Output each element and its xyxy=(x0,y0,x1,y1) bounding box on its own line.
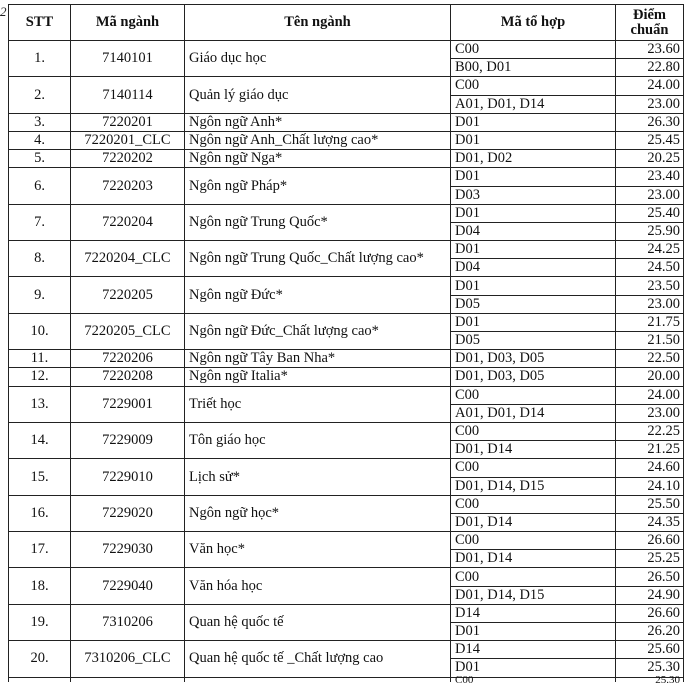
score-cell: 23.00 xyxy=(616,95,684,113)
major-name-cell: Lịch sử* xyxy=(185,459,451,495)
score-cell: 23.00 xyxy=(616,295,684,313)
major-code-cell: 7220204_CLC xyxy=(71,241,185,277)
combo-cell: D04 xyxy=(451,222,616,240)
score-cell: 23.00 xyxy=(616,186,684,204)
table-row xyxy=(9,532,684,550)
table-row xyxy=(9,77,684,95)
page-marker: 2 xyxy=(0,4,7,19)
major-code-cell: 7229010 xyxy=(71,459,185,495)
combo-cell: D01 xyxy=(451,313,616,331)
table-row xyxy=(9,641,684,659)
combo-cell: D01, D02 xyxy=(451,150,616,168)
major-code-cell: 7229009 xyxy=(71,422,185,458)
major-name-cell: Quan hệ quốc tế xyxy=(185,604,451,640)
stt-cell: 6. xyxy=(9,168,71,204)
stt-cell: 17. xyxy=(9,532,71,568)
score-cell: 25.90 xyxy=(616,222,684,240)
major-code-cell: 7220205 xyxy=(71,277,185,313)
major-code-cell: 7140101 xyxy=(71,41,185,77)
combo-cell: D01 xyxy=(451,113,616,131)
score-cell: 23.00 xyxy=(616,404,684,422)
combo-cell: D01, D14, D15 xyxy=(451,477,616,495)
combo-cell: C00 xyxy=(451,386,616,404)
table-row xyxy=(9,368,684,386)
table-row xyxy=(9,459,684,477)
score-cell: 26.50 xyxy=(616,568,684,586)
table-row xyxy=(9,313,684,331)
score-cell: 24.35 xyxy=(616,513,684,531)
score-cell: 24.10 xyxy=(616,477,684,495)
stt-cell: 4. xyxy=(9,131,71,149)
major-code-cell: 7220208 xyxy=(71,368,185,386)
combo-cell: C00 xyxy=(451,495,616,513)
table-row xyxy=(9,386,684,404)
header-combo: Mã tổ hợp xyxy=(451,5,616,41)
combo-cell: C00 xyxy=(451,41,616,59)
combo-cell: D05 xyxy=(451,332,616,350)
combo-cell: D14 xyxy=(451,641,616,659)
score-cell: 24.50 xyxy=(616,259,684,277)
combo-cell: A01, D01, D14 xyxy=(451,404,616,422)
score-cell: 23.40 xyxy=(616,168,684,186)
empty-cell xyxy=(71,677,185,682)
stt-cell: 15. xyxy=(9,459,71,495)
combo-cell: D01 xyxy=(451,204,616,222)
combo-cell: D04 xyxy=(451,259,616,277)
major-name-cell: Văn học* xyxy=(185,532,451,568)
table-row xyxy=(9,204,684,222)
header-score: Điểm chuẩn xyxy=(616,5,684,41)
major-name-cell: Triết học xyxy=(185,386,451,422)
score-cell: 24.90 xyxy=(616,586,684,604)
stt-cell: 20. xyxy=(9,641,71,677)
combo-cell: D03 xyxy=(451,186,616,204)
major-name-cell: Ngôn ngữ Trung Quốc* xyxy=(185,204,451,240)
stt-cell: 11. xyxy=(9,350,71,368)
combo-cell: D01, D03, D05 xyxy=(451,350,616,368)
score-cell: 24.00 xyxy=(616,77,684,95)
major-code-cell: 7310206_CLC xyxy=(71,641,185,677)
major-code-cell: 7229020 xyxy=(71,495,185,531)
header-name: Tên ngành xyxy=(185,5,451,41)
score-cell: 26.60 xyxy=(616,604,684,622)
major-code-cell: 7229030 xyxy=(71,532,185,568)
combo-cell: D01 xyxy=(451,131,616,149)
table-row xyxy=(9,422,684,440)
major-code-cell: 7220206 xyxy=(71,350,185,368)
stt-cell: 1. xyxy=(9,41,71,77)
score-cell: 20.25 xyxy=(616,150,684,168)
stt-cell: 7. xyxy=(9,204,71,240)
score-cell: 22.50 xyxy=(616,350,684,368)
table-row xyxy=(9,568,684,586)
stt-cell: 18. xyxy=(9,568,71,604)
combo-cell: C00 xyxy=(451,568,616,586)
score-cell: 25.45 xyxy=(616,131,684,149)
major-name-cell: Giáo dục học xyxy=(185,41,451,77)
score-cell: 25.60 xyxy=(616,641,684,659)
stt-cell: 8. xyxy=(9,241,71,277)
score-cell: 25.40 xyxy=(616,204,684,222)
combo-cell: D01, D14 xyxy=(451,513,616,531)
score-cell: 25.30 xyxy=(616,659,684,677)
table-row xyxy=(9,113,684,131)
major-code-cell: 7220205_CLC xyxy=(71,313,185,349)
table-row xyxy=(9,604,684,622)
major-code-cell: 7140114 xyxy=(71,77,185,113)
combo-cell: B00, D01 xyxy=(451,59,616,77)
combo-cell: A01, D01, D14 xyxy=(451,95,616,113)
score-cell: 20.00 xyxy=(616,368,684,386)
stt-cell: 10. xyxy=(9,313,71,349)
major-name-cell: Ngôn ngữ Trung Quốc_Chất lượng cao* xyxy=(185,241,451,277)
score-cell: 21.25 xyxy=(616,441,684,459)
score-cell: 25.25 xyxy=(616,550,684,568)
major-code-cell: 7229001 xyxy=(71,386,185,422)
table-row xyxy=(9,241,684,259)
major-code-cell: 7220201_CLC xyxy=(71,131,185,149)
major-code-cell: 7220203 xyxy=(71,168,185,204)
combo-cell: D01 xyxy=(451,277,616,295)
table-row xyxy=(9,41,684,59)
combo-cell: C00 xyxy=(451,422,616,440)
stt-cell: 3. xyxy=(9,113,71,131)
score-cell: 24.60 xyxy=(616,459,684,477)
combo-cell: D01, D14, D15 xyxy=(451,586,616,604)
header-stt: STT xyxy=(9,5,71,41)
table-row xyxy=(9,150,684,168)
combo-cell: C00 xyxy=(451,77,616,95)
major-code-cell: 7310206 xyxy=(71,604,185,640)
stt-cell: 13. xyxy=(9,386,71,422)
combo-cell: D14 xyxy=(451,604,616,622)
stt-cell: 19. xyxy=(9,604,71,640)
combo-cell: C00 xyxy=(451,459,616,477)
score-cell: 23.50 xyxy=(616,277,684,295)
major-name-cell: Ngôn ngữ Nga* xyxy=(185,150,451,168)
combo-cell: D01 xyxy=(451,659,616,677)
score-cell: 25.50 xyxy=(616,495,684,513)
major-code-cell: 7229040 xyxy=(71,568,185,604)
table-header-row xyxy=(9,5,684,41)
major-name-cell: Ngôn ngữ Đức_Chất lượng cao* xyxy=(185,313,451,349)
score-cell: 26.60 xyxy=(616,532,684,550)
combo-cell: C00 xyxy=(451,532,616,550)
table-row xyxy=(9,168,684,186)
empty-cell xyxy=(9,677,71,682)
major-name-cell: Ngôn ngữ Tây Ban Nha* xyxy=(185,350,451,368)
empty-cell xyxy=(185,677,451,682)
combo-cell: D05 xyxy=(451,295,616,313)
major-name-cell: Ngôn ngữ Đức* xyxy=(185,277,451,313)
score-cell: 22.80 xyxy=(616,59,684,77)
major-code-cell: 7220202 xyxy=(71,150,185,168)
score-cell: 24.25 xyxy=(616,241,684,259)
score-cell: 26.30 xyxy=(616,113,684,131)
score-cell: 23.60 xyxy=(616,41,684,59)
table-row-cut-off xyxy=(9,677,684,682)
combo-cell: D01, D14 xyxy=(451,550,616,568)
combo-cell: D01, D14 xyxy=(451,441,616,459)
major-name-cell: Ngôn ngữ học* xyxy=(185,495,451,531)
score-cell: 26.20 xyxy=(616,623,684,641)
score-cell: 21.75 xyxy=(616,313,684,331)
combo-cell: D01, D03, D05 xyxy=(451,368,616,386)
stt-cell: 5. xyxy=(9,150,71,168)
table-row xyxy=(9,277,684,295)
stt-cell: 2. xyxy=(9,77,71,113)
combo-cell: D01 xyxy=(451,241,616,259)
major-name-cell: Văn hóa học xyxy=(185,568,451,604)
major-name-cell: Quản lý giáo dục xyxy=(185,77,451,113)
header-code: Mã ngành xyxy=(71,5,185,41)
score-cell: 24.00 xyxy=(616,386,684,404)
major-code-cell: 7220201 xyxy=(71,113,185,131)
major-name-cell: Ngôn ngữ Anh* xyxy=(185,113,451,131)
stt-cell: 12. xyxy=(9,368,71,386)
table-row xyxy=(9,495,684,513)
combo-cell: D01 xyxy=(451,623,616,641)
table-row xyxy=(9,350,684,368)
table-row xyxy=(9,131,684,149)
major-name-cell: Ngôn ngữ Pháp* xyxy=(185,168,451,204)
score-cell: 21.50 xyxy=(616,332,684,350)
combo-cell: D01 xyxy=(451,168,616,186)
combo-cell: C00 xyxy=(451,677,616,682)
stt-cell: 16. xyxy=(9,495,71,531)
major-code-cell: 7220204 xyxy=(71,204,185,240)
major-name-cell: Ngôn ngữ Anh_Chất lượng cao* xyxy=(185,131,451,149)
admission-score-table xyxy=(8,4,684,686)
score-cell: 25.30 xyxy=(616,677,684,682)
stt-cell: 14. xyxy=(9,422,71,458)
stt-cell: 9. xyxy=(9,277,71,313)
major-name-cell: Tôn giáo học xyxy=(185,422,451,458)
major-name-cell: Ngôn ngữ Italia* xyxy=(185,368,451,386)
score-cell: 22.25 xyxy=(616,422,684,440)
table-body xyxy=(9,41,684,686)
major-name-cell: Quan hệ quốc tế _Chất lượng cao xyxy=(185,641,451,677)
